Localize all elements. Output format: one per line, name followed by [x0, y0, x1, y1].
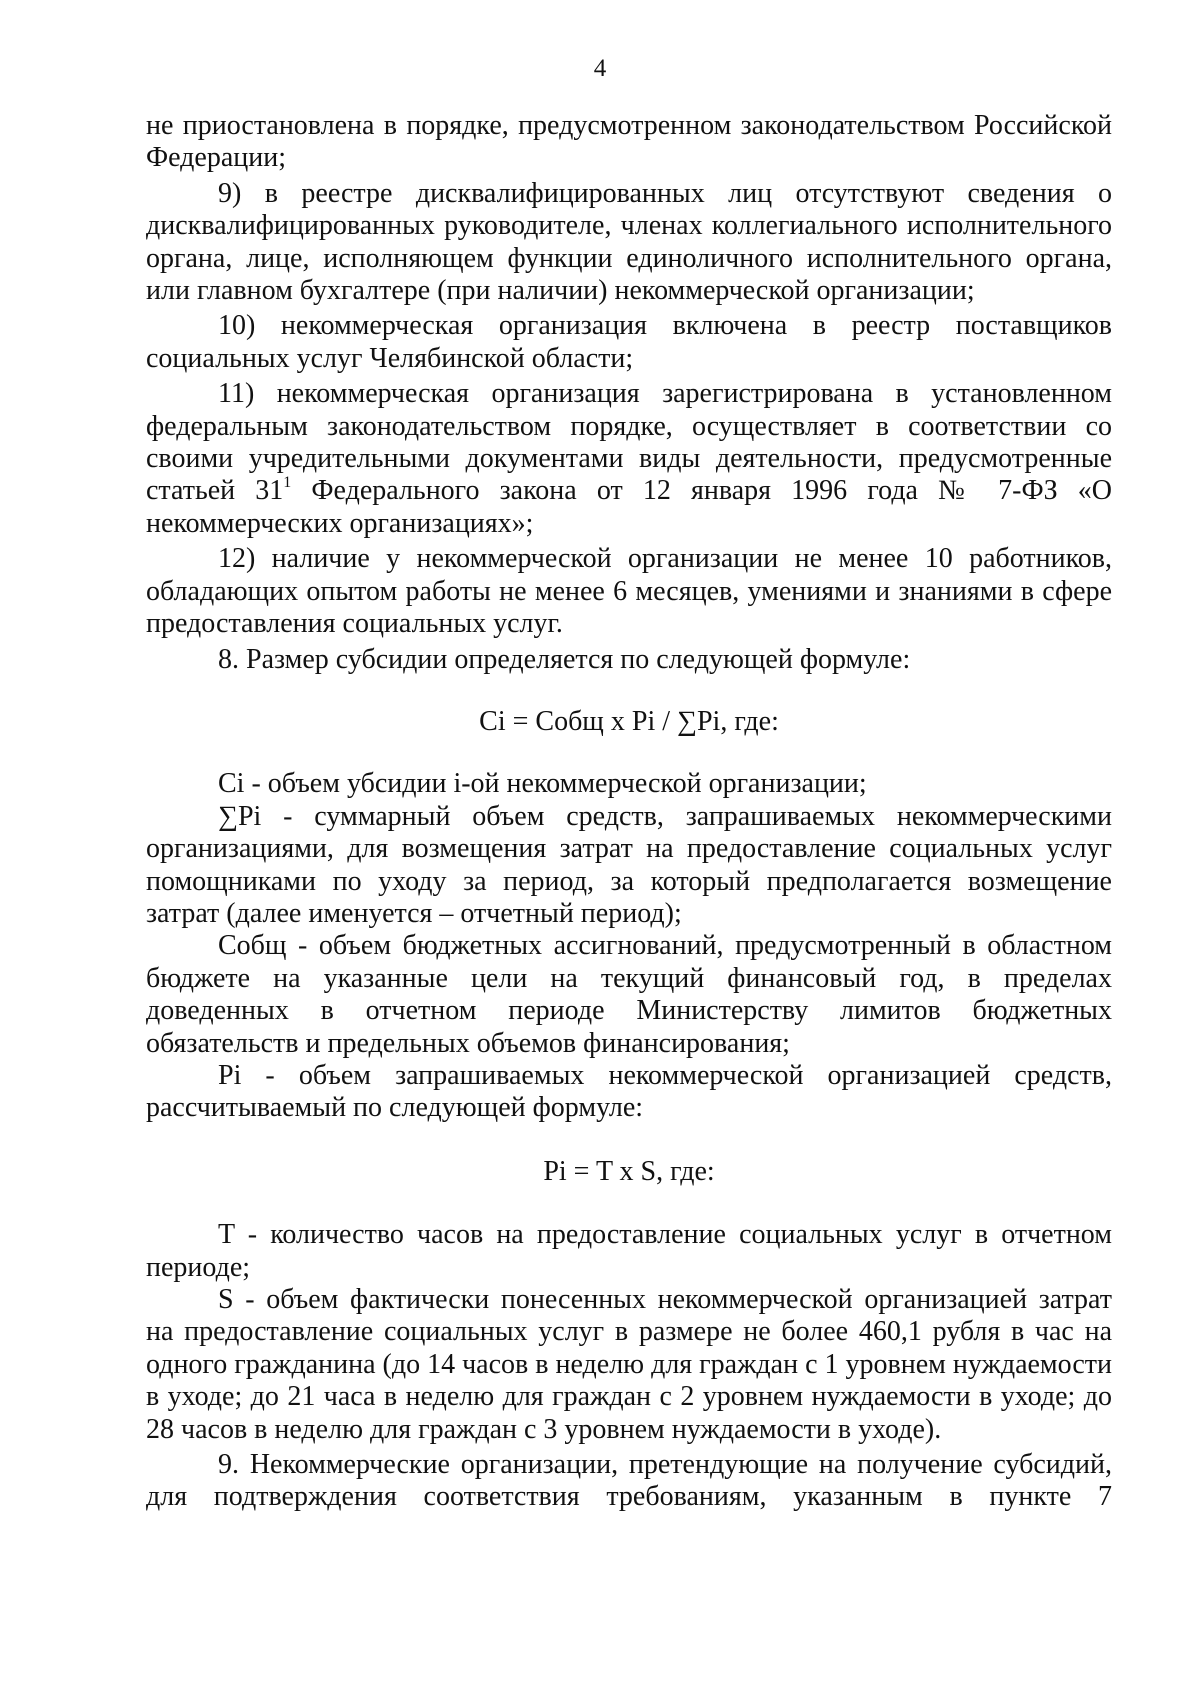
formula-subsidy: Ci = Собщ x Pi / ∑Pi, где: — [479, 705, 779, 737]
paragraph-item-9: 9) в реестре дисквалифицированных лиц отсутствуют сведения о дисквалифицированных руководителе, членах коллегиального исполнительного органа, лице, исполняющем функции единоличного исполнительного органа, или главном бухгалтере (при наличии) некоммерческой организации; — [146, 177, 1112, 307]
definition-t: T - количество часов на предоставление социальных услуг в отчетном периоде; — [146, 1219, 1112, 1283]
paragraph-item-11-text-cont: Федерального закона от 12 января 1996 года № 7-ФЗ «О некоммерческих организациях»; — [146, 475, 1112, 539]
paragraph-section-8: 8. Размер субсидии определяется по следующей формуле: — [218, 643, 911, 675]
paragraph-item-11-text: 11) некоммерческая организация зарегистрирована в установленном федеральным законодательством порядке, осуществляет в соответствии со своими учредительными документами виды деятельности, предусмотренные статьей 31 — [146, 378, 1112, 507]
definition-sobsh: Собщ - объем бюджетных ассигнований, предусмотренный в областном бюджете на указанные цели на текущий финансовый год, в пределах доведенных в отчетном периоде Министерству лимитов бюджетных обязательств и предельных объемов финансирования; — [146, 930, 1112, 1059]
formula-pi: Pi = T x S, где: — [543, 1155, 715, 1187]
paragraph-section-9: 9. Некоммерческие организации, претендующие на получение субсидий, для подтверждения соответствия требованиям, указанным в пункте 7 — [146, 1449, 1112, 1513]
definition-sum-pi: ∑Pi - суммарный объем средств, запрашиваемых некоммерческими организациями, для возмещения затрат на предоставление социальных услуг помощниками по уходу за период, за который предполагается возмещение затрат (далее именуется – отчетный период); — [146, 800, 1112, 929]
paragraph-item-11 — [146, 378, 1112, 540]
paragraph-continuation: не приостановлена в порядке, предусмотренном законодательством Российской Федерации; — [146, 110, 1112, 174]
document-body — [146, 110, 1112, 1514]
paragraph-item-10: 10) некоммерческая организация включена в реестр поставщиков социальных услуг Челябинской области; — [146, 310, 1112, 374]
definition-pi: Pi - объем запрашиваемых некоммерческой организацией средств, рассчитываемый по следующей формуле: — [146, 1059, 1112, 1124]
definition-s: S - объем фактически понесенных некоммерческой организацией затрат на предоставление социальных услуг в размере не более 460,1 рубля в час на одного гражданина (до 14 часов в неделю для граждан с 1 уровнем нуждаемости в уходе; до 21 часа в неделю для граждан с 2 уровнем нуждаемости в уходе; до 28 часов в неделю для граждан с 3 уровнем нуждаемости в уходе). — [146, 1284, 1112, 1445]
definition-ci: Ci - объем убсидии i-ой некоммерческой организации; — [218, 768, 867, 800]
superscript: 1 — [283, 474, 292, 492]
page-number: 4 — [593, 55, 607, 82]
paragraph-item-12: 12) наличие у некоммерческой организации не менее 10 работников, обладающих опытом работы не менее 6 месяцев, умениями и знаниями в сфере предоставления социальных услуг. — [146, 543, 1112, 640]
